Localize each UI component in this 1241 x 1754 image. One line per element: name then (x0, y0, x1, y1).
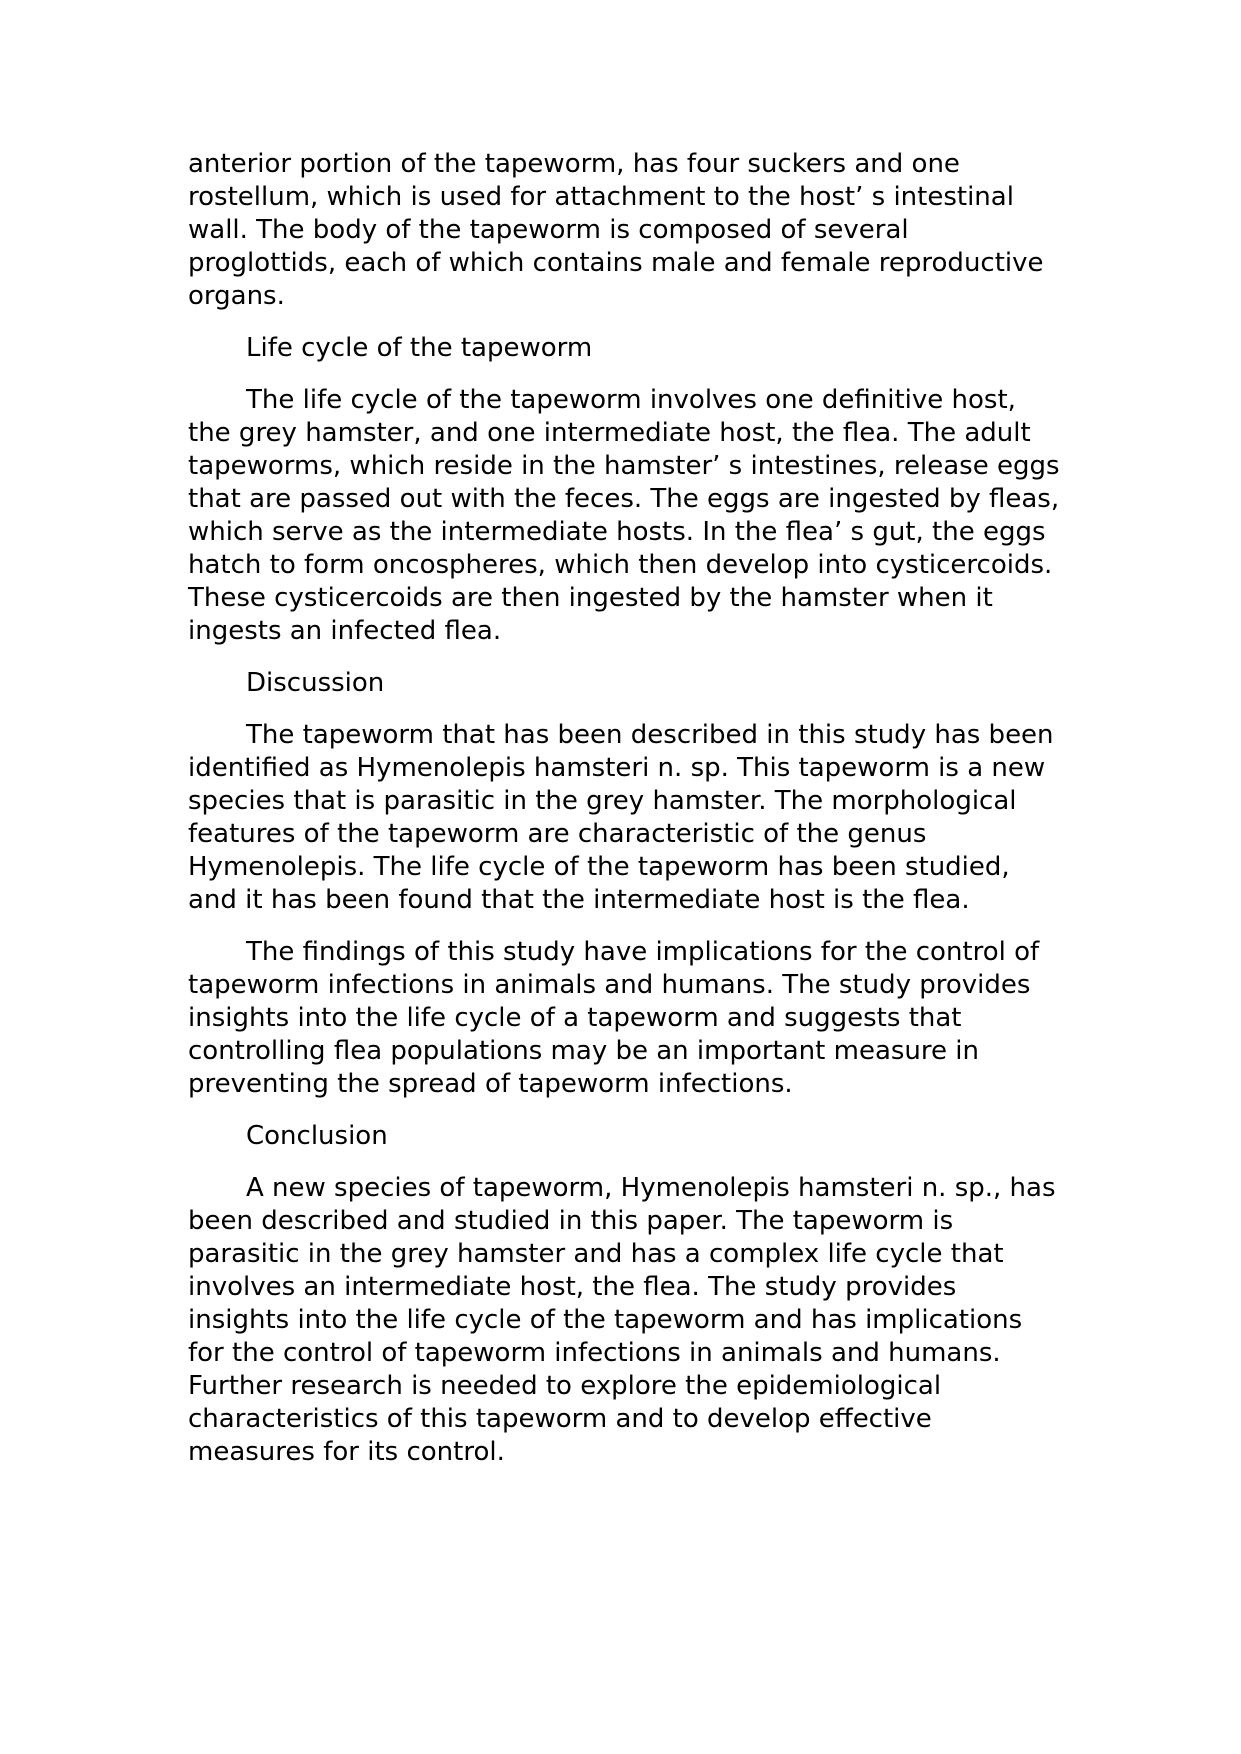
paragraph-morphology-continued: anterior portion of the tapeworm, has four suckers and one rostellum, which is used for attachment to the host’ s intestinal wall. The body of the tapeworm is composed of several proglottids, each of which contains male and female reproductive organs. (188, 149, 1044, 311)
section-heading-conclusion: Conclusion (246, 1121, 388, 1151)
section-heading-discussion: Discussion (246, 668, 385, 698)
body-text (188, 148, 1060, 1488)
section-heading-life-cycle: Life cycle of the tapeworm (246, 333, 593, 363)
paragraph-discussion-1: The tapeworm that has been described in this study has been identified as Hymenolepis hamsteri n. sp. This tapeworm is a new species that is parasitic in the grey hamster. The morphological features of the tapeworm are characteristic of the genus Hymenolepis. The life cycle of the tapeworm has been studied, and it has been found that the intermediate host is the flea. (188, 720, 1054, 915)
paragraph-life-cycle: The life cycle of the tapeworm involves one definitive host, the grey hamster, and one intermediate host, the flea. The adult tapeworms, which reside in the hamster’ s intestines, release eggs that are passed out with the feces. The eggs are ingested by fleas, which serve as the intermediate hosts. In the flea’ s gut, the eggs hatch to form oncospheres, which then develop into cysticercoids. These cysticercoids are then ingested by the hamster when it ingests an infected flea. (188, 385, 1060, 646)
paragraph-discussion-2: The findings of this study have implications for the control of tapeworm infections in animals and humans. The study provides insights into the life cycle of a tapeworm and suggests that controlling flea populations may be an important measure in preventing the spread of tapeworm infections. (188, 937, 1040, 1099)
paragraph-conclusion: A new species of tapeworm, Hymenolepis hamsteri n. sp., has been described and studied in this paper. The tapeworm is parasitic in the grey hamster and has a complex life cycle that involves an intermediate host, the flea. The study provides insights into the life cycle of the tapeworm and has implications for the control of tapeworm infections in animals and humans. Further research is needed to explore the epidemiological characteristics of this tapeworm and to develop effective measures for its control. (188, 1173, 1056, 1467)
